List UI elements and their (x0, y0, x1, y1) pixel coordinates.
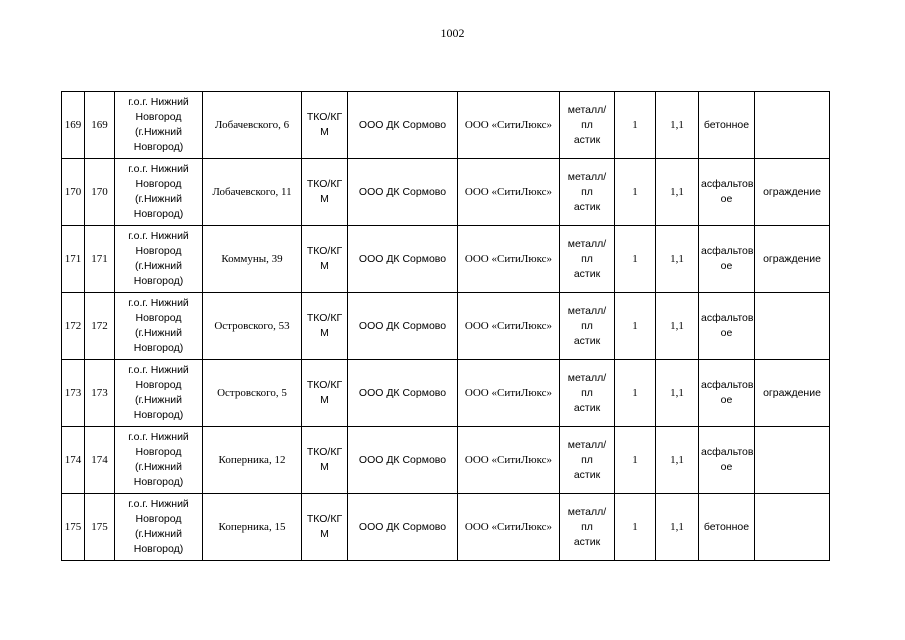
container-material-cell: металл/пл астик (560, 360, 615, 427)
registry-table (61, 91, 830, 561)
table-row (62, 293, 830, 360)
fence-cell (755, 427, 830, 494)
container-volume-cell: 1,1 (656, 494, 699, 561)
municipality-cell: г.о.г. Нижний Новгород (г.Нижний Новгород) (115, 427, 203, 494)
row-number-cell: 171 (62, 226, 85, 293)
owner-cell: ООО ДК Сормово (348, 92, 458, 159)
operator-cell: ООО «СитиЛюкс» (458, 494, 560, 561)
site-number-cell: 170 (85, 159, 115, 226)
fence-cell (755, 293, 830, 360)
container-volume-cell: 1,1 (656, 293, 699, 360)
surface-type-cell: асфальтов ое (699, 226, 755, 293)
municipality-cell: г.о.г. Нижний Новгород (г.Нижний Новгород) (115, 293, 203, 360)
table-row (62, 92, 830, 159)
operator-cell: ООО «СитиЛюкс» (458, 226, 560, 293)
operator-cell: ООО «СитиЛюкс» (458, 92, 560, 159)
surface-type-cell: бетонное (699, 92, 755, 159)
waste-type-cell: ТКО/КГ М (302, 427, 348, 494)
waste-type-cell: ТКО/КГ М (302, 159, 348, 226)
site-number-cell: 173 (85, 360, 115, 427)
container-count-cell: 1 (615, 159, 656, 226)
owner-cell: ООО ДК Сормово (348, 293, 458, 360)
container-count-cell: 1 (615, 427, 656, 494)
owner-cell: ООО ДК Сормово (348, 226, 458, 293)
table-row (62, 226, 830, 293)
owner-cell: ООО ДК Сормово (348, 427, 458, 494)
row-number-cell: 170 (62, 159, 85, 226)
waste-type-cell: ТКО/КГ М (302, 92, 348, 159)
row-number-cell: 175 (62, 494, 85, 561)
address-cell: Коммуны, 39 (203, 226, 302, 293)
waste-type-cell: ТКО/КГ М (302, 360, 348, 427)
surface-type-cell: асфальтов ое (699, 159, 755, 226)
municipality-cell: г.о.г. Нижний Новгород (г.Нижний Новгород) (115, 226, 203, 293)
surface-type-cell: асфальтов ое (699, 427, 755, 494)
municipality-cell: г.о.г. Нижний Новгород (г.Нижний Новгород) (115, 159, 203, 226)
table-body (62, 92, 830, 561)
site-number-cell: 171 (85, 226, 115, 293)
operator-cell: ООО «СитиЛюкс» (458, 159, 560, 226)
row-number-cell: 173 (62, 360, 85, 427)
waste-type-cell: ТКО/КГ М (302, 494, 348, 561)
container-count-cell: 1 (615, 293, 656, 360)
container-volume-cell: 1,1 (656, 226, 699, 293)
fence-cell (755, 494, 830, 561)
municipality-cell: г.о.г. Нижний Новгород (г.Нижний Новгород) (115, 360, 203, 427)
fence-cell: ограждение (755, 360, 830, 427)
container-count-cell: 1 (615, 92, 656, 159)
container-material-cell: металл/пл астик (560, 293, 615, 360)
container-volume-cell: 1,1 (656, 159, 699, 226)
container-volume-cell: 1,1 (656, 360, 699, 427)
fence-cell (755, 92, 830, 159)
container-volume-cell: 1,1 (656, 92, 699, 159)
fence-cell: ограждение (755, 159, 830, 226)
container-count-cell: 1 (615, 226, 656, 293)
table-row (62, 427, 830, 494)
site-number-cell: 169 (85, 92, 115, 159)
site-number-cell: 175 (85, 494, 115, 561)
table-row (62, 360, 830, 427)
address-cell: Лобачевского, 11 (203, 159, 302, 226)
surface-type-cell: асфальтов ое (699, 360, 755, 427)
address-cell: Коперника, 12 (203, 427, 302, 494)
container-material-cell: металл/пл астик (560, 159, 615, 226)
container-material-cell: металл/пл астик (560, 92, 615, 159)
row-number-cell: 169 (62, 92, 85, 159)
site-number-cell: 174 (85, 427, 115, 494)
operator-cell: ООО «СитиЛюкс» (458, 360, 560, 427)
container-material-cell: металл/пл астик (560, 427, 615, 494)
waste-type-cell: ТКО/КГ М (302, 226, 348, 293)
municipality-cell: г.о.г. Нижний Новгород (г.Нижний Новгород) (115, 494, 203, 561)
row-number-cell: 174 (62, 427, 85, 494)
operator-cell: ООО «СитиЛюкс» (458, 427, 560, 494)
operator-cell: ООО «СитиЛюкс» (458, 293, 560, 360)
surface-type-cell: асфальтов ое (699, 293, 755, 360)
municipality-cell: г.о.г. Нижний Новгород (г.Нижний Новгород) (115, 92, 203, 159)
container-count-cell: 1 (615, 494, 656, 561)
container-material-cell: металл/пл астик (560, 494, 615, 561)
table-row (62, 159, 830, 226)
fence-cell: ограждение (755, 226, 830, 293)
surface-type-cell: бетонное (699, 494, 755, 561)
owner-cell: ООО ДК Сормово (348, 494, 458, 561)
container-volume-cell: 1,1 (656, 427, 699, 494)
table-row (62, 494, 830, 561)
owner-cell: ООО ДК Сормово (348, 360, 458, 427)
address-cell: Островского, 5 (203, 360, 302, 427)
page-number: 1002 (440, 26, 465, 40)
container-count-cell: 1 (615, 360, 656, 427)
container-material-cell: металл/пл астик (560, 226, 615, 293)
site-number-cell: 172 (85, 293, 115, 360)
address-cell: Коперника, 15 (203, 494, 302, 561)
owner-cell: ООО ДК Сормово (348, 159, 458, 226)
address-cell: Островского, 53 (203, 293, 302, 360)
row-number-cell: 172 (62, 293, 85, 360)
address-cell: Лобачевского, 6 (203, 92, 302, 159)
waste-type-cell: ТКО/КГ М (302, 293, 348, 360)
